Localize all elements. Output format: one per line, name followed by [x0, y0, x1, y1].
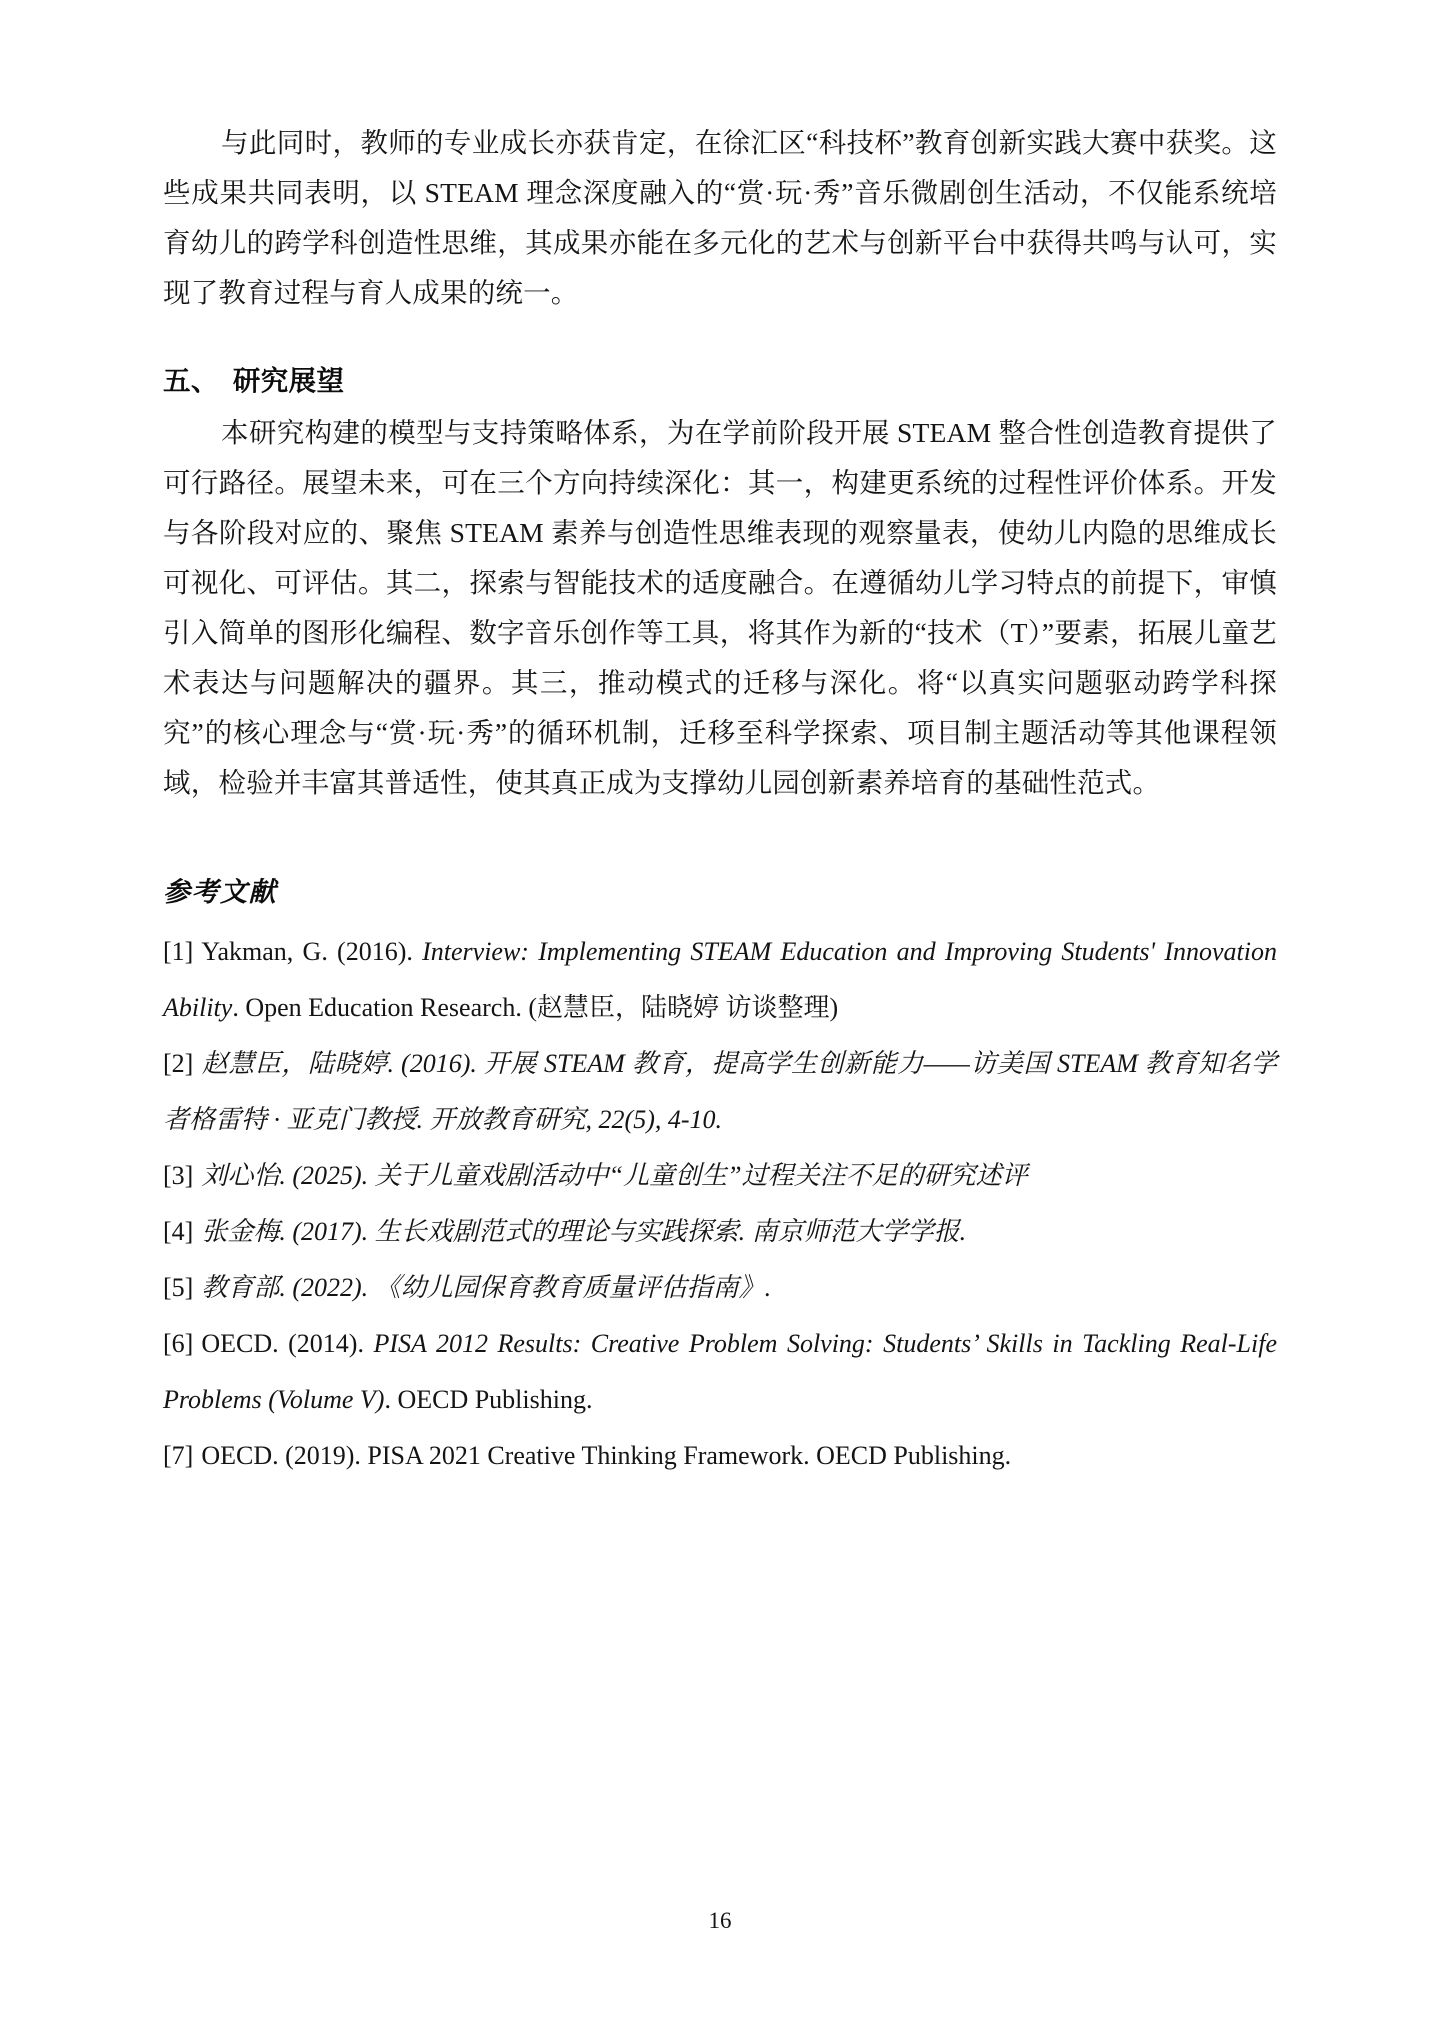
reference-number: [6]: [163, 1329, 194, 1358]
reference-number: [4]: [163, 1217, 194, 1246]
paragraph-conclusion: 与此同时，教师的专业成长亦获肯定，在徐汇区“科技杯”教育创新实践大赛中获奖。这些成果共同表明，以 STEAM 理念深度融入的“赏·玩·秀”音乐微剧创生活动，不仅能系统培育幼儿的跨学科创造性思维，其成果亦能在多元化的艺术与创新平台中获得共鸣与认可，实现了教育过程与育人成果的统一。: [163, 127, 1277, 308]
reference-text-italic: Interview: Implementing STEAM Education and Improving Students' Innovation Ability: [163, 937, 1277, 1022]
reference-number: [1]: [163, 937, 194, 966]
list-item: [163, 1036, 1277, 1148]
page-number: 16: [708, 1908, 732, 1933]
section-number: 五、: [163, 365, 219, 396]
list-item: [163, 924, 1277, 1036]
references-heading: 参考文献: [163, 877, 277, 907]
reference-text-plain: OECD. (2019). PISA 2021 Creative Thinking Framework. OECD Publishing.: [201, 1441, 1012, 1470]
reference-text-tail: , 22(5), 4-10.: [585, 1105, 723, 1134]
reference-text-plain: 赵慧臣，陆晓婷. (2016). 开展 STEAM 教育，提高学生创新能力——访美国 STEAM 教育知名学者格雷特 · 亚克门教授.: [163, 1049, 1277, 1134]
reference-list: [163, 924, 1277, 1484]
list-item: [163, 1428, 1277, 1484]
paragraph-research-outlook: 本研究构建的模型与支持策略体系，为在学前阶段开展 STEAM 整合性创造教育提供了可行路径。展望未来，可在三个方向持续深化：其一，构建更系统的过程性评价体系。开发与各阶段对应的、聚焦 STEAM 素养与创造性思维表现的观察量表，使幼儿内隐的思维成长可视化、可评估。其二，探索与智能技术的适度融合。在遵循幼儿学习特点的前提下，审慎引入简单的图形化编程、数字音乐创作等工具，将其作为新的“技术（T）”要素，拓展儿童艺术表达与问题解决的疆界。其三，推动模式的迁移与深化。将“以真实问题驱动跨学科探究”的核心理念与“赏·玩·秀”的循环机制，迁移至科学探索、项目制主题活动等其他课程领域，检验并丰富其普适性，使其真正成为支撑幼儿园创新素养培育的基础性范式。: [163, 417, 1277, 798]
reference-text-plain: 教育部. (2022). 《幼儿园保育教育质量评估指南》.: [201, 1273, 772, 1302]
reference-number: [5]: [163, 1273, 194, 1302]
section-title: 研究展望: [232, 365, 345, 396]
list-item: [163, 1148, 1277, 1204]
reference-text-plain: 张金梅. (2017). 生长戏剧范式的理论与实践探索. 南京师范大学学报.: [201, 1217, 967, 1246]
list-item: [163, 1316, 1277, 1428]
reference-text-plain: Yakman, G. (2016).: [201, 937, 423, 966]
page-content: [163, 118, 1277, 1484]
reference-text-plain: 刘心怡. (2025). 关于儿童戏剧活动中“儿童创生”过程关注不足的研究述评: [201, 1161, 1028, 1190]
reference-text-tail: . OECD Publishing.: [384, 1385, 593, 1414]
reference-text-italic: PISA 2012 Results: Creative Problem Solving: Students’ Skills in Tackling Real-Life Problems (Volume V): [163, 1329, 1277, 1414]
list-item: [163, 1260, 1277, 1316]
list-item: [163, 1204, 1277, 1260]
reference-text-tail: . Open Education Research. (赵慧臣，陆晓婷 访谈整理): [232, 993, 839, 1022]
reference-number: [3]: [163, 1161, 194, 1190]
reference-text-italic: 开放教育研究: [429, 1105, 586, 1134]
reference-text-plain: OECD. (2014).: [201, 1329, 374, 1358]
section-heading-research-outlook: [163, 318, 1277, 408]
reference-number: [2]: [163, 1049, 194, 1078]
reference-number: [7]: [163, 1441, 194, 1470]
